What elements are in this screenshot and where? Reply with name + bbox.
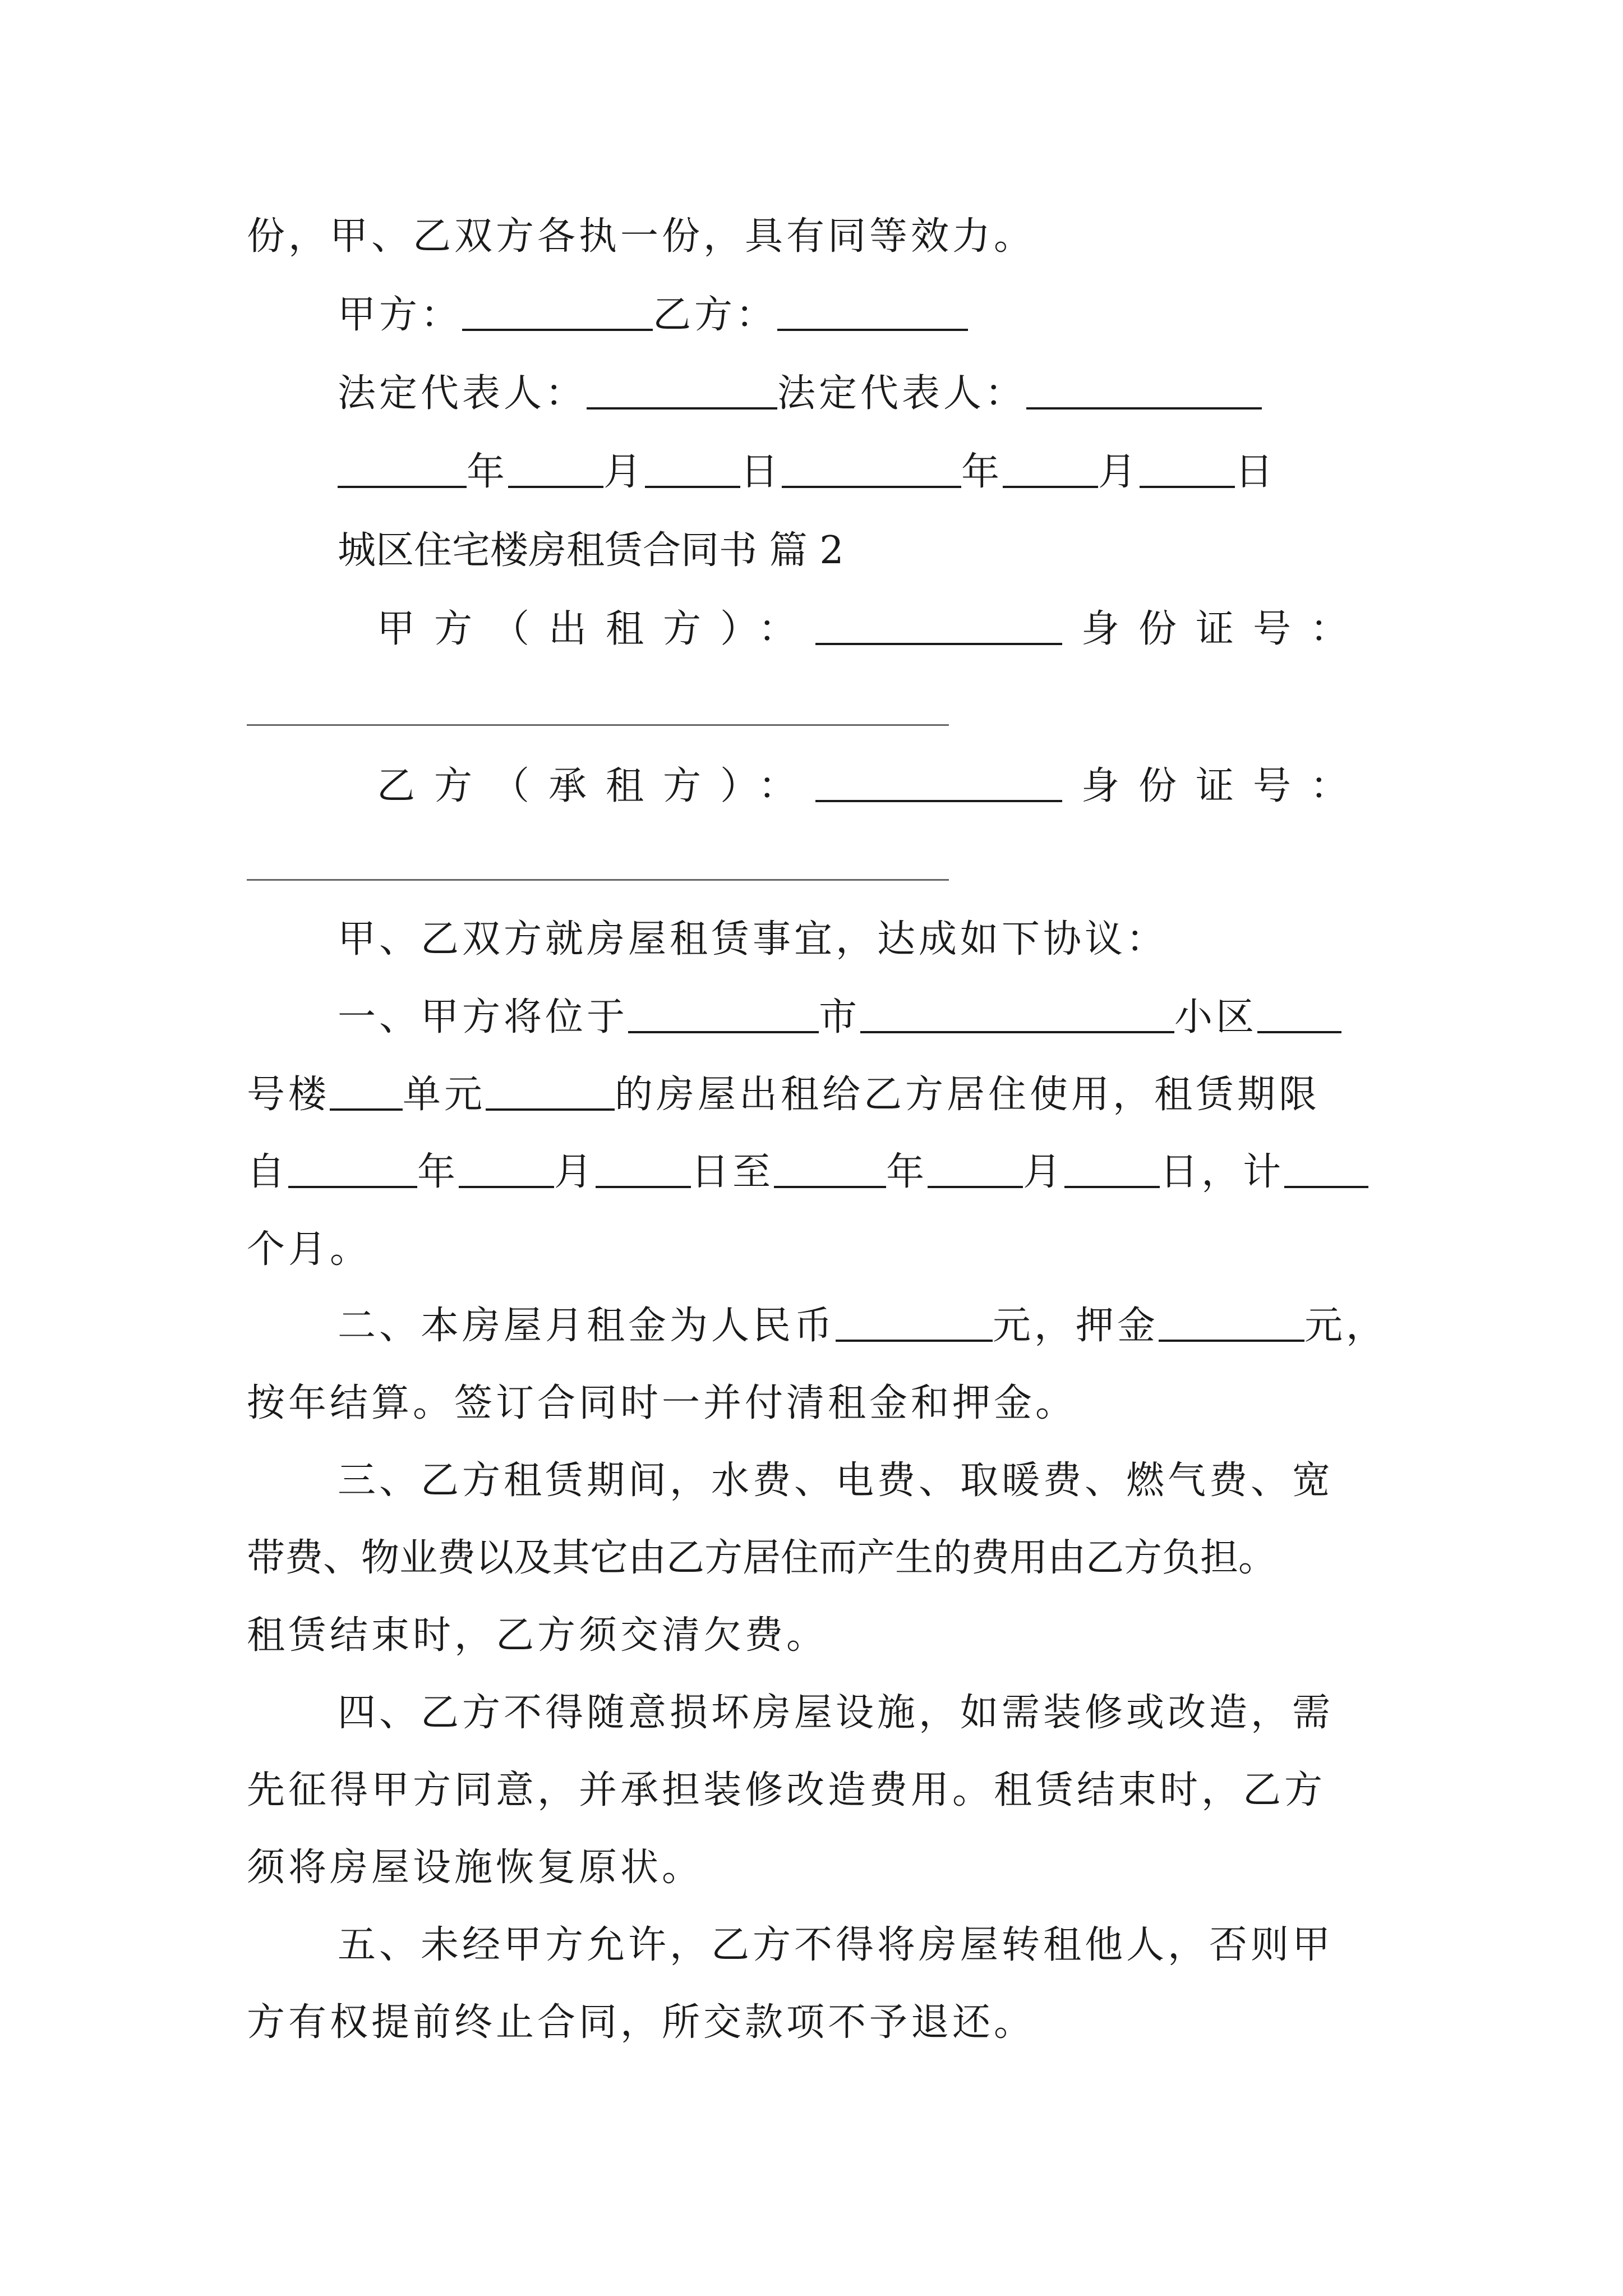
signature-line-dates xyxy=(338,450,1277,494)
lessee-line xyxy=(377,764,1368,808)
clause-4-line-1: 四、乙方不得随意损坏房屋设施，如需装修或改造，需 xyxy=(338,1691,1334,1735)
clause-2-line-1 xyxy=(338,1304,1388,1348)
clause-1-line-4: 个月。 xyxy=(247,1227,372,1272)
unit-blank[interactable] xyxy=(330,1076,403,1111)
party-b-label: 乙方： xyxy=(653,293,778,337)
year-label: 年 xyxy=(417,1150,459,1194)
rep-b-label: 法定代表人： xyxy=(777,371,1027,416)
year-label: 年 xyxy=(961,450,1003,494)
clause-1-line-1 xyxy=(338,995,1341,1039)
year-label: 年 xyxy=(467,450,509,494)
month-label: 月 xyxy=(1098,450,1140,494)
text-line: 份，甲、乙双方各执一份，具有同等效力。 xyxy=(247,214,1036,259)
clause-4-line-2: 先征得甲方同意，并承担装修改造费用。租赁结束时，乙方 xyxy=(247,1768,1326,1812)
signature-line-parties xyxy=(338,293,968,337)
day-b-blank[interactable] xyxy=(1140,453,1235,488)
clause-text: 市 xyxy=(819,995,861,1039)
month-label: 月 xyxy=(603,450,645,494)
signature-line-reps xyxy=(338,371,1262,416)
year-b-blank[interactable] xyxy=(782,453,961,488)
months-count-blank[interactable] xyxy=(1284,1153,1368,1188)
deposit-amount-blank[interactable] xyxy=(1159,1307,1304,1342)
clause-text: 自 xyxy=(247,1150,289,1194)
clause-2-line-2: 按年结算。签订合同时一并付清租金和押金。 xyxy=(247,1381,1077,1425)
lessee-name-blank[interactable] xyxy=(815,767,1062,802)
rep-a-label: 法定代表人： xyxy=(338,371,587,416)
clause-3-line-3: 租赁结束时，乙方须交清欠费。 xyxy=(247,1613,828,1658)
end-month-blank[interactable] xyxy=(928,1153,1023,1188)
community-blank[interactable] xyxy=(860,999,1174,1033)
clause-1-line-3 xyxy=(247,1150,1368,1194)
clause-3-line-2: 带费、物业费以及其它由乙方居住而产生的费用由乙方负担。 xyxy=(247,1536,1277,1580)
end-day-blank[interactable] xyxy=(1064,1153,1160,1188)
month-label: 月 xyxy=(1023,1150,1065,1194)
end-year-blank[interactable] xyxy=(774,1153,886,1188)
day-a-blank[interactable] xyxy=(645,453,740,488)
party-b-blank[interactable] xyxy=(777,296,968,331)
clause-1-line-2 xyxy=(247,1073,1321,1117)
section-heading: 城区住宅楼房租赁合同书 篇 2 xyxy=(338,528,844,573)
clause-text: 元，押金 xyxy=(993,1304,1159,1348)
clause-text: 元， xyxy=(1304,1304,1388,1348)
clause-3-line-1: 三、乙方租赁期间，水费、电费、取暖费、燃气费、宽 xyxy=(338,1458,1334,1503)
rep-a-blank[interactable] xyxy=(587,375,777,409)
clause-text: 号楼 xyxy=(247,1073,330,1117)
clause-5-line-1: 五、未经甲方允许，乙方不得将房屋转租他人，否则甲 xyxy=(338,1923,1334,1967)
clause-text: 的房屋出租给乙方居住使用，租赁期限 xyxy=(615,1073,1321,1117)
id-label: 身份证号： xyxy=(1081,607,1368,651)
start-day-blank[interactable] xyxy=(596,1153,691,1188)
month-a-blank[interactable] xyxy=(508,453,603,488)
clause-text: 日至 xyxy=(691,1150,774,1194)
lessor-line xyxy=(377,607,1368,651)
lessee-label: 乙方（承租方）： xyxy=(377,764,816,808)
month-label: 月 xyxy=(554,1150,596,1194)
day-label: 日 xyxy=(1235,450,1277,494)
start-month-blank[interactable] xyxy=(459,1153,554,1188)
lessor-id-blank[interactable] xyxy=(247,724,949,726)
year-a-blank[interactable] xyxy=(338,453,467,488)
party-a-blank[interactable] xyxy=(462,296,653,331)
year-label: 年 xyxy=(886,1150,928,1194)
clause-text: 单元 xyxy=(403,1073,486,1117)
clause-4-line-3: 须将房屋设施恢复原状。 xyxy=(247,1846,704,1890)
rent-amount-blank[interactable] xyxy=(836,1307,993,1342)
clause-text: 小区 xyxy=(1174,995,1258,1039)
clause-text: 一、甲方将位于 xyxy=(338,995,629,1039)
intro-text: 甲、乙双方就房屋租赁事宜，达成如下协议： xyxy=(338,917,1168,961)
clause-5-line-2: 方有权提前终止合同，所交款项不予退还。 xyxy=(247,2000,1036,2045)
month-b-blank[interactable] xyxy=(1003,453,1098,488)
lessor-name-blank[interactable] xyxy=(815,610,1062,645)
clause-text: 日，计 xyxy=(1160,1150,1285,1194)
clause-text: 二、本房屋月租金为人民币 xyxy=(338,1304,836,1348)
room-blank[interactable] xyxy=(486,1076,615,1111)
start-year-blank[interactable] xyxy=(288,1153,417,1188)
lessor-label: 甲方（出租方）： xyxy=(377,607,816,651)
rep-b-blank[interactable] xyxy=(1026,375,1262,409)
party-a-label: 甲方： xyxy=(338,293,463,337)
id-label: 身份证号： xyxy=(1081,764,1368,808)
building-blank[interactable] xyxy=(1257,999,1341,1033)
day-label: 日 xyxy=(740,450,782,494)
lessee-id-blank[interactable] xyxy=(247,879,949,881)
city-blank[interactable] xyxy=(628,999,819,1033)
